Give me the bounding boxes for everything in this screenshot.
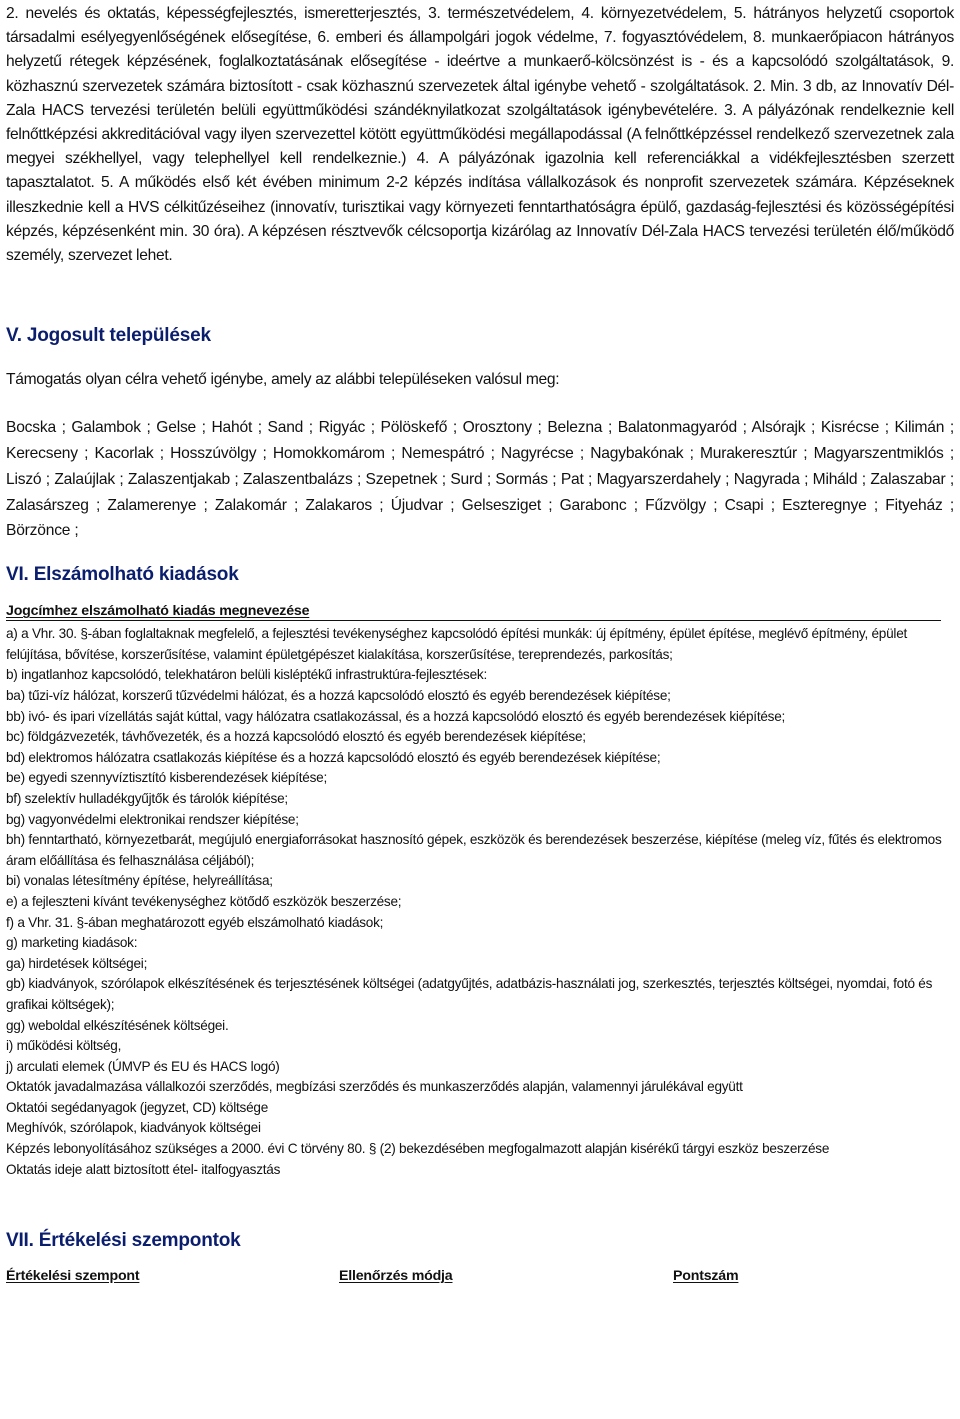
expense-item: Képzés lebonyolításához szükséges a 2000. évi C törvény 80. § (2) bekezdésében megfogalmazott alapján kisérékű tárgyi eszköz beszerzése: [6, 1141, 830, 1157]
expense-item: ba) tűzi-víz hálózat, korszerű tűzvédelmi hálózat, és a hozzá kapcsolódó elosztó és egyéb berendezések kiépítése;: [6, 688, 671, 703]
expense-item: be) egyedi szennyvíztisztító kisberendezések kiépítése;: [6, 770, 327, 786]
expense-item: f) a Vhr. 31. §-ában meghatározott egyéb elszámolható kiadások;: [6, 914, 384, 930]
expense-column-title: Jogcímhez elszámolható kiadás megnevezése: [6, 603, 310, 620]
verification-method-column: Ellenőrzés módja: [339, 1268, 453, 1285]
expense-item: Oktatói segédanyagok (jegyzet, CD) költsége: [6, 1099, 269, 1115]
expense-item: bd) elektromos hálózatra csatlakozás kiépítése és a hozzá kapcsolódó elosztó és egyéb berendezések kiépítése;: [6, 749, 661, 765]
section-6-heading: VI. Elszámolható kiadások: [6, 564, 239, 586]
expense-item: bf) szelektív hulladékgyűjtők és tárolók kiépítése;: [6, 790, 288, 806]
intro-paragraph: 2. nevelés és oktatás, képességfejlesztés, ismeretterjesztés, 3. természetvédelem, 4. környezetvédelem, 5. hátrányos helyzetű csoportok társadalmi esélyegyenlőségének elősegítése, 6. emberi és állampolgári jogok védelme, 7. fogyasztóvédelem, 8. munkaerőpiacon hátrányos helyzetű rétegek képzésének, foglalkoztatásának elősegítése - ideértve a munkaerő-kölcsönzést is - és a kapcsolódó szolgáltatások, 9. közhasznú szervezetek számára biztosított - csak közhasznú szervezetek által igénybe vehető - szolgáltatások. 2. Min. 3 db, az Innovatív Dél-Zala HACS tervezési területén belüli együttműködési szándéknyilatkozat szolgáltatások igénybevételére. 3. A pályázónak rendelkeznie kell felnőttképzési akkreditációval vagy ilyen szervezettel kötött együttműködési megállapodással (A felnőttképzéssel rendelkező szervezetnek zala megyei székhellyel, vagy telephellyel kell rendelkeznie.) 4. A pályázónak igazolnia kell referenciákkal a vidékfejlesztésben szerzett tapasztalatot. 5. A működés első két évében minimum 2-2 képzés indítása vállalkozások és nonprofit szervezetek számára. Képzéseknek illeszkednie kell a HVS célkitűzéseihez (innovatív, turisztikai vagy környezeti fenntarthatóságra épülő, gazdaság-fejlesztési és közösségépítési képzés, képzésenként min. 30 óra). A képzésen résztvevők célcsoportja kizárólag az Innovatív Dél-Zala HACS tervezési területén élő/működő személy, szervezet lehet.: [6, 5, 954, 265]
eligible-villages-list: Bocska ; Galambok ; Gelse ; Hahót ; Sand ; Rigyác ; Pölöskefő ; Orosztony ; Belezna ; Balatonmagyaród ; Alsórajk ; Kisrécse ; Kilimán ; Kerecseny ; Kacorlak ; Hosszúvölgy ; Homokkomárom ; Nemespátró ; Nagyrécse ; Nagybakónak ; Murakeresztúr ; Magyarszentmiklós ; Liszó ; Zalaújlak ; Zalaszentjakab ; Zalaszentbalázs ; Szepetnek ; Surd ; Sormás ; Pat ; Magyarszerdahely ; Nagyrada ; Miháld ; Zalaszabar ; Zalasárszeg ; Zalamerenye ; Zalakomár ; Zalakaros ; Újudvar ; Gelsesziget ; Garabonc ; Fűzvölgy ; Csapi ; Eszteregnye ; Fityeház ; Börzönce ;: [6, 419, 954, 540]
expense-item: g) marketing kiadások:: [6, 935, 138, 951]
expense-item: bg) vagyonvédelmi elektronikai rendszer kiépítése;: [6, 811, 299, 827]
score-column: Pontszám: [673, 1268, 739, 1285]
expense-table-header: [6, 603, 941, 621]
expense-item: b) ingatlanhoz kapcsolódó, telekhatáron belüli kisléptékű infrastruktúra-fejlesztések:: [6, 667, 487, 683]
expense-item: gg) weboldal elkészítésének költségei.: [6, 1017, 229, 1033]
expense-item: Oktatás ideje alatt biztosított étel- italfogyasztás: [6, 1161, 281, 1177]
evaluation-criterion-column: Értékelési szempont: [6, 1268, 140, 1285]
expense-item: Meghívók, szórólapok, kiadványok költségei: [6, 1120, 261, 1136]
expense-item: ga) hirdetések költségei;: [6, 955, 148, 971]
section-7-heading: VII. Értékelési szempontok: [6, 1230, 241, 1252]
evaluation-table-header: [6, 1268, 954, 1292]
section-5-intro-text: Támogatás olyan célra vehető igénybe, amely az alábbi településeken valósul meg:: [6, 371, 560, 389]
expense-item: gb) kiadványok, szórólapok elkészítésének és terjesztésének költségei (adatgyűjtés, adatbázis-használati jog, szerkesztés, terjesztés költségei, nyomdai, fotó és grafikai költségek);: [6, 976, 933, 1012]
expense-item: e) a fejleszteni kívánt tevékenységhez kötődő eszközök beszerzése;: [6, 893, 402, 909]
expense-item: Oktatók javadalmazása vállalkozói szerződés, megbízási szerződés és munkaszerződés alapján, valamennyi járulékával együtt: [6, 1079, 743, 1095]
expense-list: [6, 624, 954, 1180]
expense-item: bh) fenntartható, környezetbarát, megújuló energiaforrásokat hasznosító gépek, eszközök és berendezések beszerzése, kiépítése (meleg víz, fűtés és elektromos áram előállítása és felhasználása céljából);: [6, 832, 942, 868]
expense-item: bi) vonalas létesítmény építése, helyreállítása;: [6, 873, 273, 889]
section-5-heading: V. Jogosult települések: [6, 325, 211, 347]
expense-item: bc) földgázvezeték, távhővezeték, és a hozzá kapcsolódó elosztó és egyéb berendezések kiépítése;: [6, 729, 586, 745]
expense-item: bb) ivó- és ipari vízellátás saját kúttal, vagy hálózatra csatlakozással, és a hozzá kapcsolódó elosztó és egyéb berendezések kiépítése;: [6, 708, 786, 724]
expense-item: j) arculati elemek (ÚMVP és EU és HACS logó): [6, 1058, 280, 1074]
intro-paragraph-block: [6, 2, 954, 268]
expense-item: a) a Vhr. 30. §-ában foglaltaknak megfelelő, a fejlesztési tevékenységhez kapcsolódó építési munkák: új építmény, épület építése, meglévő építmény, épület felújítása, bővítése, korszerűsítése, valamint épületgépészet kialakítása, korszerűsítése, tereprendezés, parkosítás;: [6, 626, 908, 662]
expense-item: i) működési költség,: [6, 1038, 122, 1054]
document-page: [0, 2, 960, 1292]
